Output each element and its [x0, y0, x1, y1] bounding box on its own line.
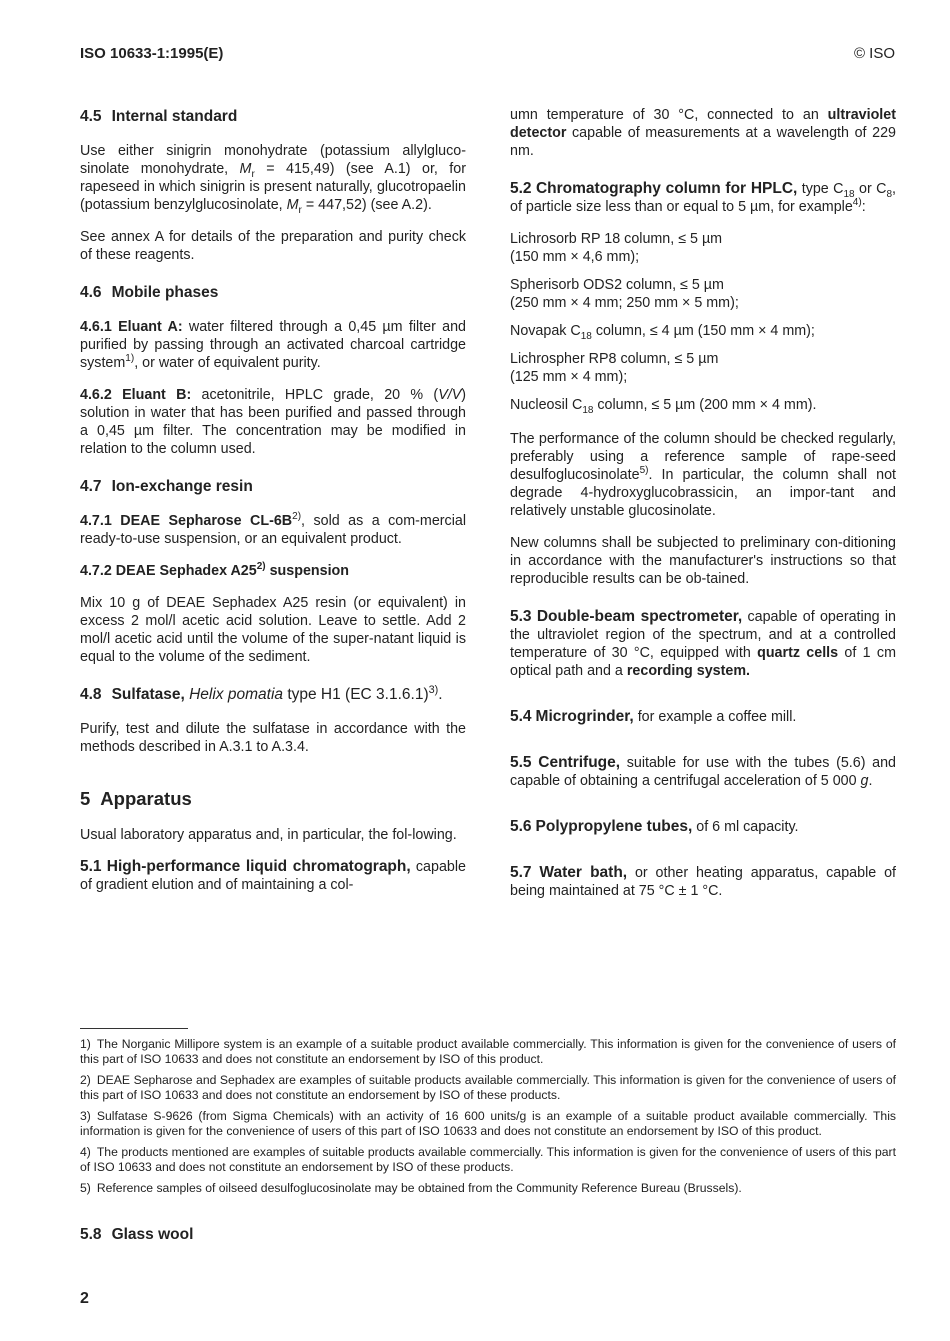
footnote-rule	[80, 1028, 188, 1029]
section-4-6-heading: 4.6 Mobile phases	[80, 284, 219, 301]
section-4-5-heading	[80, 106, 466, 128]
section-5-3-paragraph: 5.3 Double-beam spectrometer, capable of operating in the ultraviolet region of the spectrum, and at a controlled temperature of 30 °C, equipped with quartz cells of 1 cm optical path and a recording system.	[510, 608, 896, 679]
footnote-5: 5) Reference samples of oilseed desulfoglucosinolate may be obtained from the Community Reference Bureau (Brussels).	[80, 1181, 742, 1195]
section-4-5-paragraph-2: See annex A for details of the preparation and purity check of these reagents.	[80, 229, 466, 263]
section-4-7-2-heading: 4.7.2 DEAE Sephadex A25$^{2)}$ suspension	[80, 561, 350, 579]
page-header	[80, 45, 895, 67]
section-5-8-heading: 5.8 Glass wool	[80, 1226, 194, 1243]
section-5-4-paragraph: 5.4 Microgrinder, for example a coffee mill.	[510, 708, 797, 725]
copyright-mark: © ISO	[853, 45, 895, 62]
page-number: 2	[80, 1290, 89, 1307]
section-4-7-2-paragraph: Mix 10 g of DEAE Sephadex A25 resin (or equivalent) in excess 2 mol/l acetic acid solution. Leave to settle. Add 2 mol/l acetic acid until the volume of the super-natant liquid is equal to the volume of the sediment.	[80, 595, 466, 665]
list-item: Lichrospher RP8 column, ≤ 5 µm (125 mm × 4 mm);	[510, 351, 719, 385]
section-5-2-paragraph-2: The performance of the column should be checked regularly, preferably using a reference sample of rape-seed desulfoglucosinolate$^{5)}$. In particular, the column shall not degrade 4-hydroxyglucobrassicin, an impor-tant and relatively unstable glucosinolate.	[510, 431, 896, 519]
section-5-5-paragraph: 5.5 Centrifuge, suitable for use with the tubes (5.6) and capable of obtaining a centrifugal acceleration of 5 000 g.	[510, 754, 896, 789]
left-column	[80, 106, 466, 894]
section-4-5-paragraph-1: Use either sinigrin monohydrate (potassium allylgluco-sinolate monohydrate, $M_r = 415,49$) (see A.1) or, for rapeseed in which sinigrin is present naturally, glucotropaelin (potassium benzylglucosinolate, $M_r = 447,52$) (see A.2).	[80, 143, 466, 216]
section-4-7-heading: 4.7 Ion-exchange resin	[80, 478, 253, 495]
section-title: Internal standard	[111, 108, 238, 125]
footnote-3: 3) Sulfatase S-9626 (from Sigma Chemicals) with an activity of 16 600 units/g is an example of a suitable product available commercially. This information is given for the convenience of users of this part of ISO 10633 and does not constitute an endorsement by ISO of this product.	[80, 1109, 896, 1138]
section-5-intro: Usual laboratory apparatus and, in particular, the fol-lowing.	[80, 827, 457, 843]
document-id: ISO 10633-1:1995(E)	[80, 45, 224, 62]
section-5-2-paragraph: 5.2 Chromatography column for HPLC, type $C_{18}$ or $C_8$, of particle size less than or equal to 5 µm, for example$^{4)}$:	[510, 180, 896, 215]
section-5-heading: 5 Apparatus	[80, 788, 192, 809]
section-5-1-paragraph-end: umn temperature of 30 °C, connected to an ultraviolet detector capable of measurements at a wavelength of 229 nm.	[510, 107, 896, 159]
list-item: Nucleosil $C_{18}$ column, ≤ 5 µm (200 mm × 4 mm).	[510, 397, 817, 416]
section-5-6-paragraph: 5.6 Polypropylene tubes, of 6 ml capacity.	[510, 818, 799, 835]
section-4-6-2-paragraph: 4.6.2 Eluant B: acetonitrile, HPLC grade, 20 % (V/V) solution in water that has been purified and passed through a 0,45 µm filter. The concentration may be modified in relation to the column used.	[80, 387, 466, 457]
column-list	[510, 230, 896, 414]
footnote-2: 2) DEAE Sepharose and Sephadex are examples of suitable products available commercially. This information is given for the convenience of users of this part of ISO 10633 and does not constitute an endorsement by ISO of these products.	[80, 1073, 896, 1102]
section-5-1-paragraph-start: 5.1 High-performance liquid chromatograph, capable of gradient elution and of maintaining a col-	[80, 858, 466, 893]
list-item: Novapak $C_{18}$ column, ≤ 4 µm (150 mm × 4 mm);	[510, 323, 815, 342]
section-number: 4.5	[80, 108, 102, 125]
footnote-1: 1) The Norganic Millipore system is an example of a suitable product available commercially. This information is given for the convenience of users of this part of ISO 10633 and does not constitute an endorsement by ISO of this product.	[80, 1037, 896, 1066]
right-column	[510, 106, 896, 900]
footnote-4: 4) The products mentioned are examples of suitable products available commercially. This information is given for the convenience of users of this part of ISO 10633 and does not constitute an endorsement by ISO of these products.	[80, 1145, 896, 1174]
section-5-7-paragraph: 5.7 Water bath, or other heating apparatus, capable of being maintained at 75 °C ± 1 °C.	[510, 864, 896, 899]
list-item: Spherisorb ODS2 column, ≤ 5 µm (250 mm × 4 mm; 250 mm × 5 mm);	[510, 277, 739, 311]
section-4-8-heading: 4.8 Sulfatase, Helix pomatia type H1 (EC 3.1.6.1)$^{3)}$.	[80, 683, 443, 703]
footnotes	[80, 1028, 896, 1202]
section-4-8-paragraph: Purify, test and dilute the sulfatase in accordance with the methods described in A.3.1 to A.3.4.	[80, 721, 466, 755]
section-5-2-paragraph-3: New columns shall be subjected to preliminary con-ditioning in accordance with the manufacturer's instructions so that reproducible results can be ob-tained.	[510, 535, 896, 587]
section-4-7-1-paragraph: 4.7.1 DEAE Sepharose $CL-6B^{2)}$, sold as a com-mercial ready-to-use suspension, or an equivalent product.	[80, 511, 466, 547]
section-4-6-1-paragraph: 4.6.1 Eluant A: water filtered through a 0,45 µm filter and purified by passing through an activated charcoal cartridge system$^{1)}$, or water of equivalent purity.	[80, 319, 466, 371]
list-item: Lichrosorb RP 18 column, ≤ 5 µm (150 mm × 4,6 mm);	[510, 231, 723, 265]
